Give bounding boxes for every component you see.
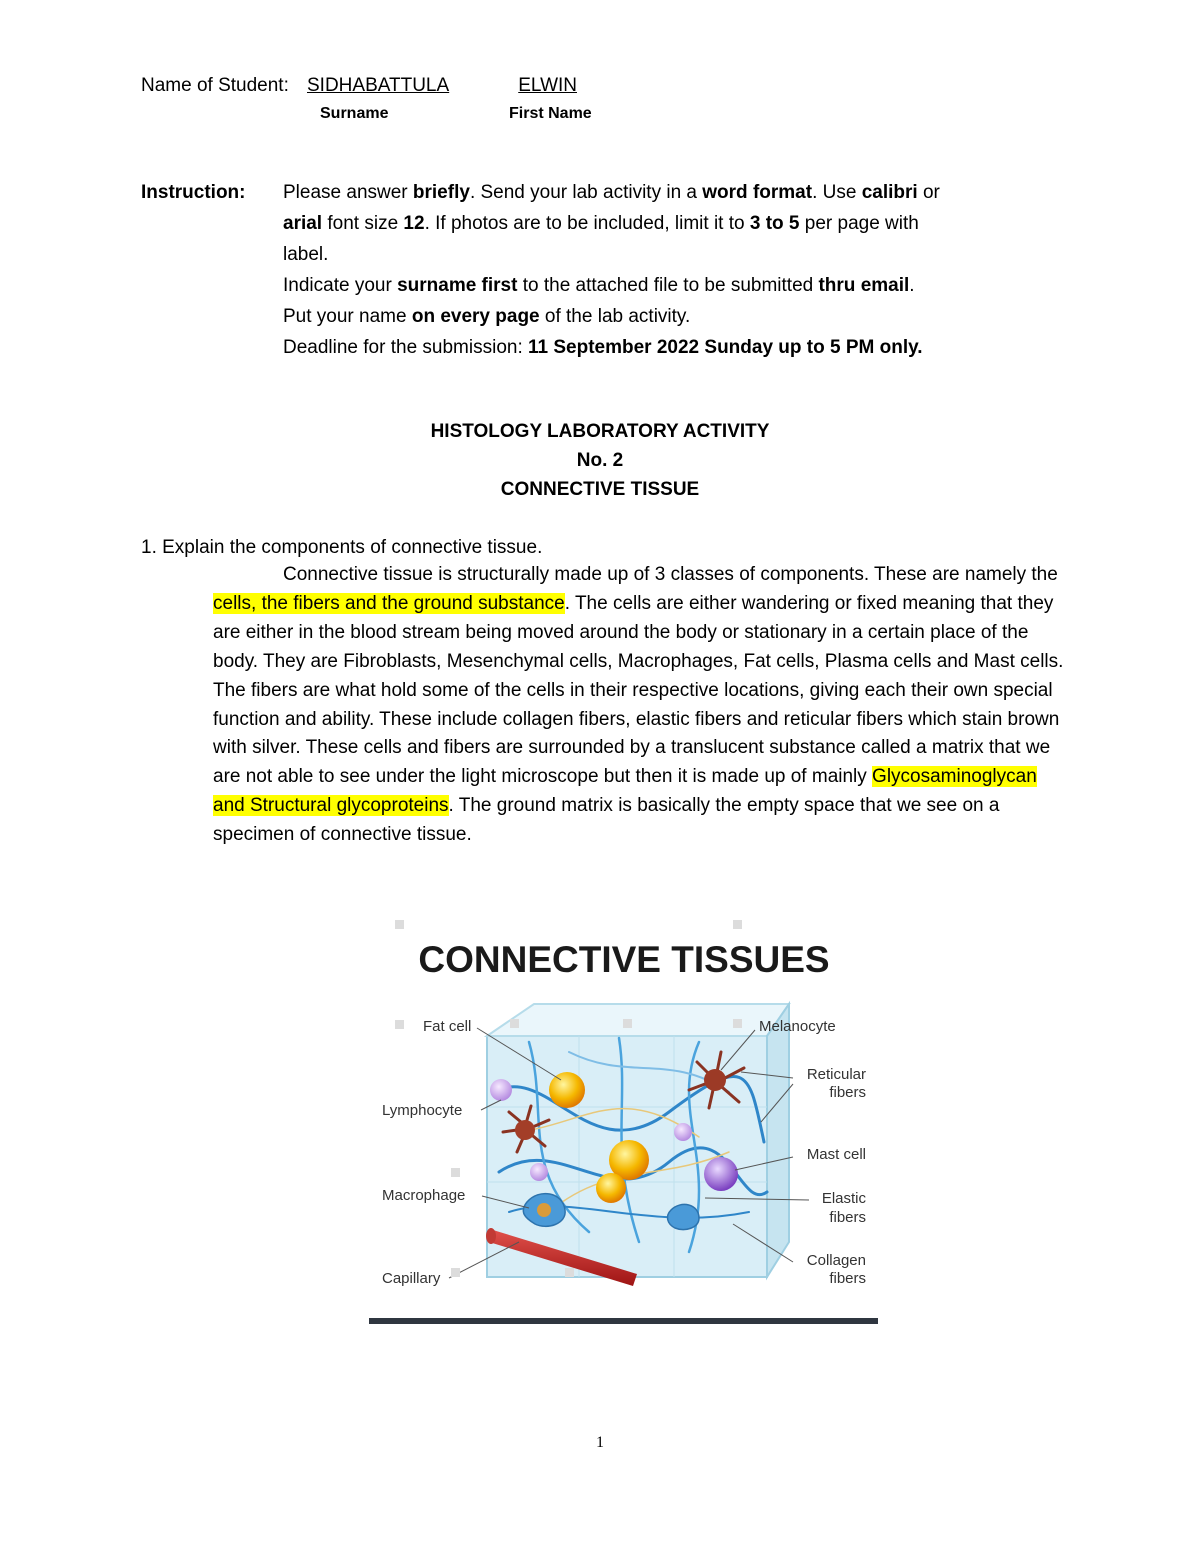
label-elastic-2: fibers [829, 1209, 866, 1226]
surname-caption: Surname [320, 105, 389, 122]
instruction-line-6: Deadline for the submission: 11 September 2022 Sunday up to 5 PM only. [283, 337, 923, 358]
instruction-line-1: Please answer briefly. Send your lab activity in a word format. Use calibri or [283, 182, 940, 203]
question-1: 1. Explain the components of connective tissue. [141, 537, 543, 558]
highlight-matrix: Glycosaminoglycan and Structural glycoproteins [213, 766, 1037, 817]
name-label: Name of Student: [141, 75, 289, 96]
connective-tissue-diagram [369, 912, 878, 1326]
lymphocyte-cell-3 [530, 1163, 548, 1181]
page-number: 1 [596, 1434, 604, 1451]
lymphocyte-cell [490, 1079, 512, 1101]
instruction-line-2: arial font size 12. If photos are to be included, limit it to 3 to 5 per page with [283, 213, 919, 234]
label-capillary: Capillary [382, 1270, 441, 1287]
fat-cell-3 [596, 1173, 626, 1203]
instruction-label: Instruction: [141, 182, 246, 203]
label-macrophage: Macrophage [382, 1187, 466, 1204]
label-reticular-1: Reticular [806, 1066, 866, 1083]
activity-number: No. 2 [576, 450, 624, 471]
label-collagen-2: fibers [829, 1270, 866, 1287]
label-reticular-2: fibers [829, 1084, 866, 1101]
label-lymphocyte: Lymphocyte [382, 1102, 463, 1119]
label-collagen-1: Collagen [806, 1252, 866, 1269]
lymphocyte-cell-2 [674, 1123, 692, 1141]
answer-1: Connective tissue is structurally made up of 3 classes of components. These are namely the cells, the fibers and the ground substance. The cells are either wandering or fixed meaning that they are either in the blood stream being moved around the body or stationary in a certain place of the body. They are Fibroblasts, Mesenchymal cells, Macrophages, Fat cells, Plasma cells and Mast cells. The fibers are what hold some of the cells in their respective locations, giving each their own special function and ability. These include collagen fibers, elastic fibers and reticular fibers which stain brown with silver. These cells and fibers are surrounded by a translucent substance called a matrix that we are not able to see under the light microscope but then it is made up of mainly Glycosaminoglycan and Structural glycoproteins. The ground matrix is basically the empty space that we see on a specimen of connective tissue. [213, 564, 1064, 846]
instruction-line-3: label. [283, 244, 329, 265]
surname-value: SIDHABATTULA [307, 75, 450, 96]
first-name-caption: First Name [509, 105, 592, 122]
activity-topic: CONNECTIVE TISSUE [500, 479, 700, 500]
instruction-line-5: Put your name on every page of the lab activity. [283, 306, 691, 327]
fat-cell [549, 1072, 585, 1108]
label-fat-cell: Fat cell [423, 1018, 472, 1035]
label-melanocyte: Melanocyte [759, 1018, 836, 1035]
first-name-value: ELWIN [518, 75, 577, 96]
highlight-components: cells, the fibers and the ground substance [213, 592, 565, 614]
diagram-title: CONNECTIVE TISSUES [418, 939, 830, 980]
label-mast-cell: Mast cell [806, 1146, 866, 1163]
label-elastic-1: Elastic [821, 1190, 866, 1207]
activity-title: HISTOLOGY LABORATORY ACTIVITY [430, 421, 770, 442]
diagram-bottom-rule [369, 1318, 878, 1324]
instruction-line-4: Indicate your surname first to the attached file to be submitted thru email. [283, 275, 915, 296]
student-name-line [141, 74, 577, 98]
macrophage-cell-2 [668, 1204, 699, 1229]
mast-cell [704, 1157, 738, 1191]
